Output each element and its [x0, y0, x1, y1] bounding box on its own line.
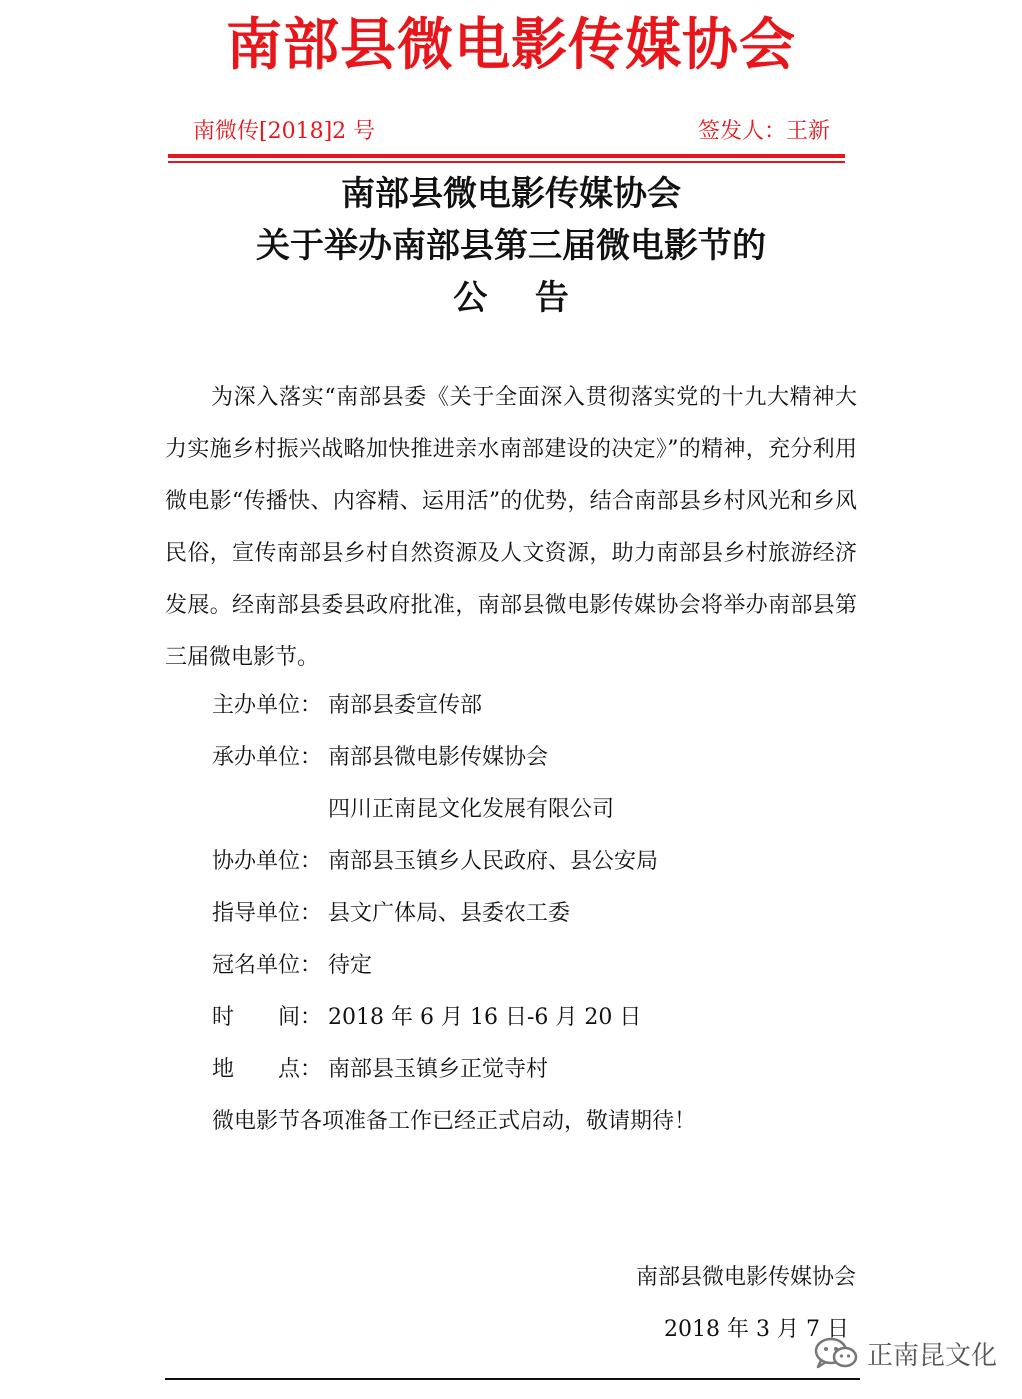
row-label: 地 点： — [212, 1057, 323, 1082]
row-value: 2018 年 6 月 16 日-6 月 20 日 — [328, 1005, 642, 1030]
doc-number: 南微传[2018]2 号 — [193, 119, 376, 144]
bottom-divider — [165, 1378, 860, 1380]
row-value: 南部县玉镇乡人民政府、县公安局 — [328, 849, 659, 874]
signature-date: 2018 年 3 月 7 日 — [664, 1317, 849, 1342]
signature-org: 南部县微电影传媒协会 — [635, 1265, 856, 1290]
row-undertaker — [212, 732, 548, 784]
row-co-organizer — [212, 836, 658, 888]
row-value: 南部县委宣传部 — [328, 693, 483, 718]
title-line-2: 关于举办南部县第三届微电影节的 — [256, 226, 766, 266]
row-label: 主办单位： — [212, 693, 323, 718]
org-header: 南部县微电影传媒协会 — [226, 13, 796, 78]
closing-sentence: 微电影节各项准备工作已经正式启动，敬请期待！ — [212, 1109, 697, 1134]
row-value: 四川正南昆文化发展有限公司 — [328, 797, 615, 822]
row-guidance — [212, 888, 570, 940]
wechat-icon — [813, 1336, 859, 1370]
row-location — [212, 1044, 548, 1096]
row-value: 南部县玉镇乡正觉寺村 — [328, 1057, 549, 1082]
title-line-3: 公告 — [453, 278, 617, 318]
row-organizer — [212, 680, 482, 732]
watermark-text: 正南昆文化 — [867, 1340, 998, 1371]
row-undertaker-2 — [212, 784, 614, 836]
body-paragraph: 为深入落实“南部县委《关于全面深入贯彻落实党的十九大精神大力实施乡村振兴战略加快推进亲水南部建设的决定》”的精神，充分利用微电影“传播快、内容精、运用活”的优势，结合南部县乡村风光和乡风民俗，宣传南部县乡村自然资源及人文资源，助力南部县乡村旅游经济发展。经南部县委县政府批准，南部县微电影传媒协会将举办南部县第三届微电影节。 — [165, 385, 857, 670]
row-label: 协办单位： — [212, 849, 323, 874]
signer: 签发人：王新 — [697, 119, 830, 144]
wechat-watermark — [813, 1333, 997, 1373]
row-value: 南部县微电影传媒协会 — [328, 745, 549, 770]
row-label: 承办单位： — [212, 745, 323, 770]
row-title-sponsor — [212, 940, 372, 992]
red-divider-thick — [168, 154, 845, 158]
row-value: 县文广体局、县委农工委 — [328, 901, 571, 926]
row-label: 冠名单位： — [212, 953, 323, 978]
row-label: 时 间： — [212, 1005, 323, 1030]
title-line-1: 南部县微电影传媒协会 — [341, 174, 681, 214]
row-time — [212, 992, 641, 1044]
row-value: 待定 — [328, 953, 373, 978]
row-label: 指导单位： — [212, 901, 323, 926]
red-divider-thin — [168, 161, 845, 163]
